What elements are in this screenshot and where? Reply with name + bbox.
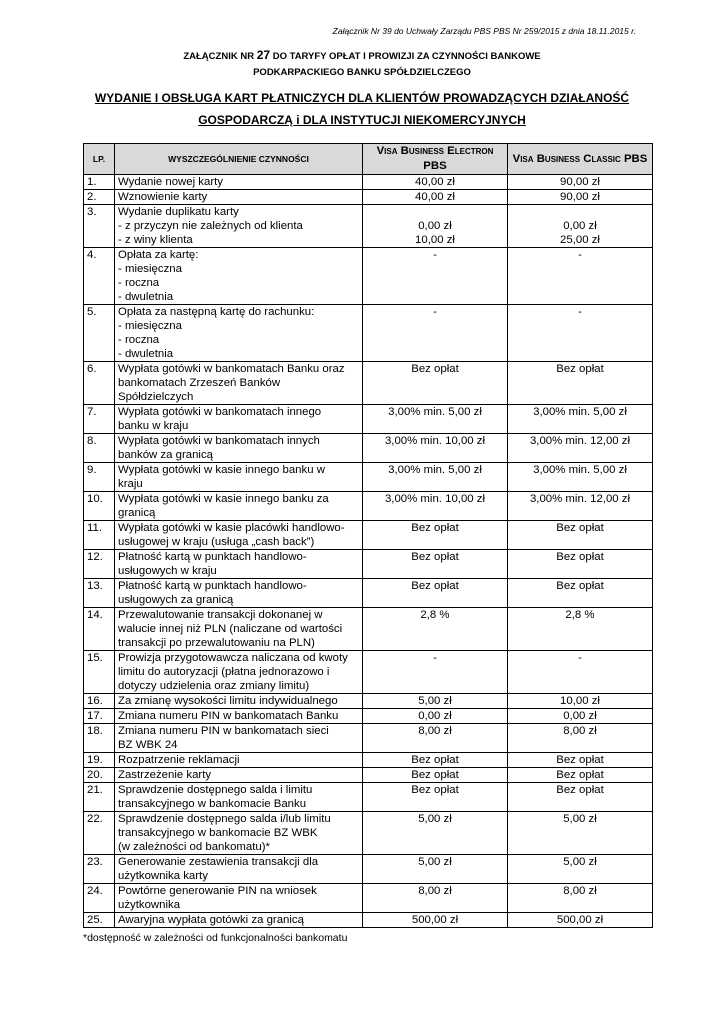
table-row [84,362,653,405]
row-number: 5. [84,305,115,362]
row-description-line: Zmiana numeru PIN w bankomatach sieci [118,725,329,737]
cell-classic [508,434,653,463]
cell-desc [115,362,363,405]
row-electron-fee: 40,00 zł [415,191,455,203]
row-description-line: transakcyjnego w bankomacie Banku [118,798,307,810]
cell-desc [115,855,363,884]
header-visa-business-electron: Visa Business Electron PBS [363,144,508,175]
table-row [84,175,653,190]
table-row [84,492,653,521]
row-classic-fee: 90,00 zł [560,176,600,188]
table-row [84,521,653,550]
cell-electron [363,550,508,579]
row-classic-fee [511,205,649,219]
cell-desc [115,913,363,928]
cell-desc [115,305,363,362]
row-number: 24. [84,884,115,913]
cell-electron [363,492,508,521]
cell-electron [363,694,508,709]
cell-classic [508,550,653,579]
cell-electron [363,175,508,190]
annex-title-line2: PODKARPACKIEGO BANKU SPÓŁDZIELCZEGO [253,67,471,78]
table-row [84,248,653,305]
cell-electron [363,753,508,768]
row-description-line: limitu do autoryzacji (płatna jednorazowo i [118,666,330,678]
table-row [84,913,653,928]
cell-electron [363,305,508,362]
header-description: WYSZCZEGÓLNIENIE CZYNNOŚCI [115,144,363,175]
cell-desc [115,521,363,550]
row-classic-fee: 2,8 % [565,609,595,621]
row-classic-fee: 3,00% min. 5,00 zł [533,406,627,418]
table-row [84,550,653,579]
row-description-line: Zmiana numeru PIN w bankomatach Banku [118,710,339,722]
document-title [0,87,724,131]
row-number: 19. [84,753,115,768]
row-description-line: usługowych w kraju [118,565,217,577]
row-description-line: transakcyjnego w bankomacie BZ WBK [118,827,318,839]
table-row [84,405,653,434]
row-number: 22. [84,812,115,855]
cell-desc [115,884,363,913]
row-description-line: - dwuletnia [118,291,174,303]
cell-electron [363,783,508,812]
row-classic-fee: Bez opłat [556,522,604,534]
table-row [84,205,653,248]
row-electron-fee: - [433,652,437,664]
table-row [84,783,653,812]
row-electron-fee: Bez opłat [411,754,459,766]
cell-classic [508,768,653,783]
row-number: 16. [84,694,115,709]
cell-classic [508,651,653,694]
cell-classic [508,579,653,608]
row-classic-fee: - [578,249,582,261]
annex-suffix: DO TARYFY OPŁAT I PROWIZJI ZA CZYNNOŚCI BANKOWE [272,51,541,62]
row-description-line: banku w kraju [118,420,189,432]
annex-number: 27 [256,48,271,62]
row-classic-fee: Bez opłat [556,551,604,563]
cell-classic [508,694,653,709]
cell-classic [508,463,653,492]
row-electron-fee: Bez opłat [411,769,459,781]
cell-electron [363,205,508,248]
cell-desc [115,175,363,190]
row-description-line: dotyczy udzielenia oraz zmiany limitu) [118,680,310,692]
row-description-line: Płatność kartą w punktach handlowo- [118,551,307,563]
table-row [84,709,653,724]
row-description-line: usługowej w kraju (usługa „cash back”) [118,536,315,548]
cell-electron [363,709,508,724]
row-number: 1. [84,175,115,190]
cell-classic [508,362,653,405]
cell-electron [363,724,508,753]
cell-classic [508,724,653,753]
table-row [84,579,653,608]
cell-desc [115,248,363,305]
row-classic-fee: Bez opłat [556,754,604,766]
row-electron-fee: Bez opłat [411,551,459,563]
footnote: *dostępność w zależności od funkcjonalności bankomatu [83,932,348,944]
row-electron-fee: 8,00 zł [418,725,452,737]
row-description-line: granicą [118,507,156,519]
row-description-line: - dwuletnia [118,348,174,360]
row-electron-fee: 5,00 zł [418,695,452,707]
row-description-line: transakcji po przewalutowaniu na PLN) [118,637,315,649]
row-description-line: Rozpatrzenie reklamacji [118,754,240,766]
table-header-row [84,144,653,175]
cell-desc [115,709,363,724]
cell-desc [115,434,363,463]
row-number: 23. [84,855,115,884]
cell-desc [115,190,363,205]
cell-desc [115,724,363,753]
cell-classic [508,492,653,521]
table-row [84,768,653,783]
row-electron-fee: 8,00 zł [418,885,452,897]
row-description-line: Prowizja przygotowawcza naliczana od kwoty [118,652,348,664]
row-classic-fee: 25,00 zł [560,234,600,246]
cell-classic [508,884,653,913]
table-row [84,651,653,694]
row-number: 11. [84,521,115,550]
row-description-line: Wypłata gotówki w bankomatach Banku oraz [118,363,345,375]
cell-electron [363,521,508,550]
cell-classic [508,405,653,434]
row-electron-fee: 10,00 zł [415,234,455,246]
table-row [84,812,653,855]
row-number: 17. [84,709,115,724]
row-number: 20. [84,768,115,783]
row-electron-fee: 0,00 zł [418,220,452,232]
row-description-line: - roczna [118,334,160,346]
row-number: 2. [84,190,115,205]
cell-electron [363,405,508,434]
row-electron-fee: Bez opłat [411,580,459,592]
cell-electron [363,884,508,913]
table-row [84,694,653,709]
row-description-line: użytkownika [118,899,181,911]
row-description-line: walucie innej niż PLN (naliczane od wartości [118,623,343,635]
row-classic-fee: Bez opłat [556,580,604,592]
row-electron-fee: 40,00 zł [415,176,455,188]
cell-electron [363,651,508,694]
row-classic-fee: 8,00 zł [563,725,597,737]
table-row [84,305,653,362]
tariff-table [83,143,653,928]
row-classic-fee: 0,00 zł [563,220,597,232]
cell-classic [508,913,653,928]
row-classic-fee: 5,00 zł [563,813,597,825]
row-electron-fee: 5,00 zł [418,856,452,868]
annex-prefix: ZAŁĄCZNIK NR [183,51,255,62]
header-note: Załącznik Nr 39 do Uchwały Zarządu PBS PBS Nr 259/2015 z dnia 18.11.2015 r. [332,26,636,36]
row-description-line: Płatność kartą w punktach handlowo- [118,580,307,592]
row-description-line: Generowanie zestawienia transakcji dla [118,856,319,868]
row-description-line: - z winy klienta [118,234,193,246]
row-description-line: Wypłata gotówki w kasie innego banku w [118,464,325,476]
cell-electron [363,190,508,205]
row-description-line: użytkownika karty [118,870,208,882]
cell-classic [508,855,653,884]
cell-desc [115,768,363,783]
cell-classic [508,205,653,248]
cell-desc [115,753,363,768]
cell-desc [115,694,363,709]
row-description-line: Wydanie nowej karty [118,176,223,188]
cell-desc [115,651,363,694]
cell-classic [508,175,653,190]
row-classic-fee: 3,00% min. 5,00 zł [533,464,627,476]
row-classic-fee: 10,00 zł [560,695,600,707]
cell-electron [363,913,508,928]
row-description-line: kraju [118,478,143,490]
row-description-line: - miesięczna [118,320,182,332]
table-body [84,175,653,928]
row-classic-fee: - [578,652,582,664]
cell-desc [115,579,363,608]
row-electron-fee: 3,00% min. 5,00 zł [388,464,482,476]
table-row [84,190,653,205]
cell-electron [363,855,508,884]
row-description-line: Wydanie duplikatu karty [118,206,239,218]
row-electron-fee: - [433,249,437,261]
cell-classic [508,248,653,305]
row-description-line: Zastrzeżenie karty [118,769,212,781]
row-description-line: bankomatach Zrzeszeń Banków [118,377,281,389]
row-number: 25. [84,913,115,928]
cell-desc [115,783,363,812]
row-classic-fee: 3,00% min. 12,00 zł [529,435,631,447]
row-description-line: banków za granicą [118,449,213,461]
row-classic-fee: 0,00 zł [563,710,597,722]
annex-title-line1 [0,47,724,65]
table-row [84,884,653,913]
cell-desc [115,463,363,492]
row-classic-fee: 500,00 zł [556,914,604,926]
table-row [84,608,653,651]
row-description-line: - roczna [118,277,160,289]
table-row [84,753,653,768]
row-classic-fee: Bez opłat [556,784,604,796]
row-number: 10. [84,492,115,521]
cell-classic [508,812,653,855]
cell-classic [508,783,653,812]
cell-electron [363,608,508,651]
row-number: 15. [84,651,115,694]
row-number: 13. [84,579,115,608]
row-electron-fee: 3,00% min. 10,00 zł [384,435,486,447]
row-electron-fee: 5,00 zł [418,813,452,825]
row-classic-fee: 90,00 zł [560,191,600,203]
row-description-line: Wypłata gotówki w bankomatach innego [118,406,322,418]
row-description-line: Sprawdzenie dostępnego salda i limitu [118,784,313,796]
row-electron-fee [366,205,504,219]
row-description-line: Spółdzielczych [118,391,194,403]
row-classic-fee: 8,00 zł [563,885,597,897]
row-description-line: Wypłata gotówki w kasie innego banku za [118,493,329,505]
row-classic-fee: 5,00 zł [563,856,597,868]
row-classic-fee: - [578,306,582,318]
cell-classic [508,753,653,768]
cell-electron [363,463,508,492]
row-classic-fee: Bez opłat [556,769,604,781]
cell-desc [115,492,363,521]
row-description-line: Opłata za następną kartę do rachunku: [118,306,315,318]
row-description-line: usługowych za granicą [118,594,234,606]
row-number: 4. [84,248,115,305]
cell-classic [508,709,653,724]
cell-electron [363,362,508,405]
document-title-line2: GOSPODARCZĄ i DLA INSTYTUCJI NIEKOMERCYJNYCH [198,113,526,127]
cell-desc [115,405,363,434]
cell-electron [363,579,508,608]
row-number: 7. [84,405,115,434]
row-description-line: Wznowienie karty [118,191,208,203]
row-electron-fee: 0,00 zł [418,710,452,722]
row-description-line: (w zależności od bankomatu)* [118,841,270,853]
cell-classic [508,521,653,550]
annex-title [0,47,724,81]
cell-desc [115,205,363,248]
row-description-line: Opłata za kartę: [118,249,199,261]
row-electron-fee: - [433,306,437,318]
row-number: 8. [84,434,115,463]
row-electron-fee: 3,00% min. 5,00 zł [388,406,482,418]
row-description-line: - z przyczyn nie zależnych od klienta [118,220,303,232]
document-title-line1: WYDANIE I OBSŁUGA KART PŁATNICZYCH DLA KLIENTÓW PROWADZĄCYCH DZIAŁANOŚĆ [94,91,630,105]
header-lp: LP. [84,144,115,175]
row-electron-fee: 2,8 % [420,609,450,621]
row-number: 18. [84,724,115,753]
cell-classic [508,305,653,362]
row-electron-fee: Bez opłat [411,522,459,534]
row-number: 3. [84,205,115,248]
row-description-line: Sprawdzenie dostępnego salda i/lub limitu [118,813,331,825]
cell-desc [115,812,363,855]
cell-electron [363,248,508,305]
row-description-line: Powtórne generowanie PIN na wniosek [118,885,317,897]
row-description-line: Wypłata gotówki w kasie placówki handlowo- [118,522,345,534]
row-description-line: Awaryjna wypłata gotówki za granicą [118,914,304,926]
cell-desc [115,550,363,579]
row-description-line: Wypłata gotówki w bankomatach innych [118,435,320,447]
cell-classic [508,608,653,651]
row-number: 6. [84,362,115,405]
row-classic-fee: 3,00% min. 12,00 zł [529,493,631,505]
row-description-line: Przewalutowanie transakcji dokonanej w [118,609,323,621]
row-electron-fee: Bez opłat [411,363,459,375]
row-electron-fee: 500,00 zł [411,914,459,926]
row-description-line: Za zmianę wysokości limitu indywidualnego [118,695,338,707]
row-description-line: - miesięczna [118,263,182,275]
cell-electron [363,768,508,783]
table-row [84,724,653,753]
row-number: 21. [84,783,115,812]
row-description-line: BZ WBK 24 [118,739,178,751]
row-number: 12. [84,550,115,579]
cell-desc [115,608,363,651]
cell-classic [508,190,653,205]
table-row [84,463,653,492]
table-row [84,434,653,463]
row-electron-fee: Bez opłat [411,784,459,796]
cell-electron [363,812,508,855]
header-visa-business-classic: Visa Business Classic PBS [508,144,653,175]
row-number: 9. [84,463,115,492]
row-number: 14. [84,608,115,651]
cell-electron [363,434,508,463]
row-classic-fee: Bez opłat [556,363,604,375]
row-electron-fee: 3,00% min. 10,00 zł [384,493,486,505]
table-row [84,855,653,884]
